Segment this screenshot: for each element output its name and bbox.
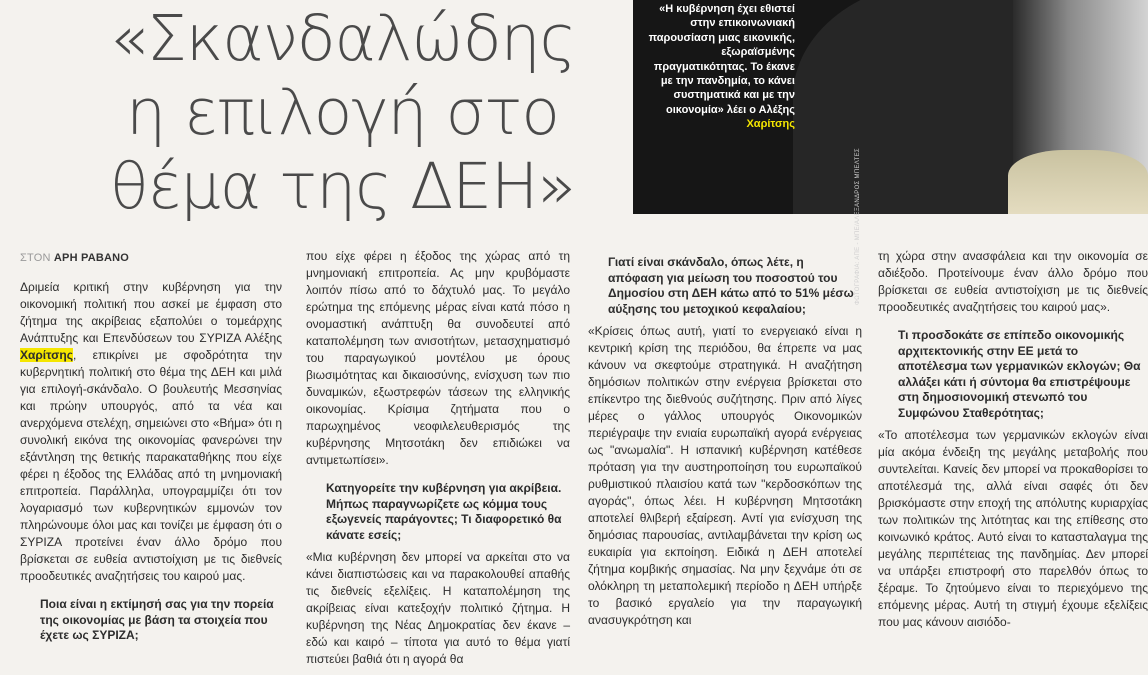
question-1: Ποια είναι η εκτίμησή σας για την πορεία της οικονομίας με βάση τα στοιχεία που έχετε ως ΣΥΡΙΖΑ;	[40, 597, 274, 642]
intro-paragraph	[20, 279, 282, 585]
headline-line-3: θέμα της ΔΕΗ»	[110, 150, 575, 223]
answer-1-text: που είχε φέρει η έξοδος της χώρας από τη μνημονιακή επιτροπεία. Ας μην κρυβόμαστε λοιπόν πίσω από το δάχτυλό μας. Το μεγάλο ερώτημα της επόμενης μέρας είναι κατά πόσο η ονομαστική ανάπτυξη θα συνοδευτεί από καταπολέμηση των ανισοτήτων, μετασχηματισμό του παραγωγικού μοντέλου με όρους βιωσιμότητας και δικαιοσύνης, ενίσχυση των πιο δυναμικών, εξωστρεφών τάσεων της ελληνικής οικονομίας. Κρίσιμα ζητήματα που ο παρωχημένος νεοφιλελευθερισμός της κυβέρνησης Μητσοτάκη δεν επιδιώκει να αντιμετωπίσει».	[306, 249, 570, 467]
column-4	[878, 248, 1148, 631]
photo-credit: ΦΩΤΟΓΡΑΦΙΑ: ΑΠΕ - ΜΠΕ/ΑΛΕΞΑΝΔΡΟΣ ΜΠΕΛΤΕΣ	[855, 148, 861, 305]
headline	[70, 2, 615, 224]
answer-3-text: «Κρίσεις όπως αυτή, γιατί το ενεργειακό είναι η κεντρική κρίση της περιόδου, θα έπρεπε να μας κάνουν να σκεφτούμε στρατηγικά. Η αναζήτηση δημόσιων πολιτικών στην ενέργεια βρίσκεται στο επίκεντρο της διεθνούς συζήτησης. Πριν από λίγες μέρες ο γάλλος υπουργός Οικονομικών περιέγραψε την ενιαία ευρωπαϊκή αγορά ενέργειας ως "ανωμαλία". Η ισπανική κυβέρνηση κατέθεσε πρόταση για την αυστηροποίηση του ευρωπαϊκού ρυθμιστικού πλαισίου κατά των "κερδοσκόπων της αγοράς", όπως λέει. Η κυβέρνηση Μητσοτάκη αποτελεί θλιβερή εξαίρεση. Αντί για ενίσχυση της δημόσιας παρουσίας, αντιλαμβάνεται την κρίση ως ευκαιρία για εκποίηση. Ειδικά η ΔΕΗ αποτελεί ζήτημα κομβικής σημασίας. Να μην ξεχνάμε ότι σε ολόκληρη τη μεταπολεμική περίοδο η ΔΕΗ υπήρξε το βασικό εργαλείο για την παραγωγική ανασυγκρότηση και	[588, 324, 862, 627]
wine-glass-shape	[1008, 150, 1148, 214]
intro-text-a: Δριμεία κριτική στην κυβέρνηση για την οικονομική πολιτική που ασκεί με έμφαση στο ζήτημα της ακρίβειας εξαπολύει ο τομεάρχης Ανάπτυξης και Επενδύσεων του ΣΥΡΙΖΑ Αλέξης	[20, 280, 282, 345]
question-3: Γιατί είναι σκάνδαλο, όπως λέτε, η απόφαση για μείωση του ποσοστού του Δημοσίου στη ΔΕΗ κάτω από το 51% μέσω αύξησης του μετοχικού κεφαλαίου;	[608, 255, 854, 316]
question-2: Κατηγορείτε την κυβέρνηση για ακρίβεια. Μήπως παραγνωρίζετε ως κόμμα τους εξωγενείς παράγοντες; Τι διαφορετικό θα κάνατε εσείς;	[326, 481, 562, 542]
column-1	[20, 250, 282, 650]
answer-3-continued: τη χώρα στην ανασφάλεια και την οικονομία σε αδιέξοδο. Προτείνουμε έναν άλλο δρόμο που βρίσκεται σε ευθεία αντιστοίχιση με τις διεθνείς προοδευτικές αναζητήσεις του καιρού μας».	[878, 249, 1148, 314]
byline-prefix: ΣΤΟΝ	[20, 252, 51, 264]
byline-name: ΑΡΗ ΡΑΒΑΝΟ	[53, 252, 130, 264]
question-4: Τι προσδοκάτε σε επίπεδο οικονομικής αρχιτεκτονικής στην ΕΕ μετά το αποτέλεσμα των γερμανικών εκλογών; Θα αλλάξει κάτι ή σύντομα θα επιστρέψουμε στη δημοσιονομική στενωπό του Συμφώνου Σταθερότητας;	[898, 328, 1141, 420]
headline-line-2: η επιλογή στο	[126, 76, 559, 149]
photo-quote	[645, 2, 795, 132]
byline	[20, 250, 282, 267]
highlighted-name: Χαρίτσης	[20, 348, 73, 362]
article-photo	[633, 0, 1148, 214]
answer-4-text: «Το αποτέλεσμα των γερμανικών εκλογών είναι μία ακόμα ένδειξη της μεγάλης μεταβολής που συντελείται. Κανείς δεν μπορεί να προκαθορίσει το αποτέλεσμά της, αλλά είναι σαφές ότι δεν βρισκόμαστε στην εποχή της απόλυτης κυριαρχίας των πολιτικών της λιτότητας και της επίθεσης στο κοινωνικό κράτος. Αυτό είναι το κατασταλαγμα της μεγάλης περιπέτειας της πανδημίας. Δεν μπορεί να υπάρξει επιστροφή στο παρελθόν όπως το ξέραμε. Το ζητούμενο είναι το περιεχόμενο της επόμενης μέρας. Αυτή τη στιγμή έχουμε εξελίξεις που μας κάνουν αισιόδο-	[878, 428, 1148, 629]
intro-text-b: , επικρίνει με σφοδρότητα την κυβερνητική πολιτική στο θέμα της ΔΕΗ και μιλά για επιλογή-σκάνδαλο. Ο βουλευτής Μεσσηνίας και πρώην υπουργός, από τα νέα και ανερχόμενα στελέχη, σημειώνει στο «Βήμα» ότι η συνολική εικόνα της οικονομίας φανερώνει την εξάντληση της θετικής παρακαταθήκης που είχε φέρει η έξοδος της Ελλάδας από τη μνημονιακή επιτροπεία. Παράλληλα, υπογραμμίζει ότι τον λογαριασμό των κυβερνητικών εμμονών τον πληρώνουμε όλοι μας και τονίζει με έμφαση ότι ο ΣΥΡΙΖΑ προτείνει έναν άλλο δρόμο που βρίσκεται σε ευθεία αντιστοίχιση με τις διεθνείς προοδευτικές αναζητήσεις του καιρού μας.	[20, 348, 282, 583]
headline-line-1: «Σκανδαλώδης	[109, 2, 576, 75]
photo-quote-name: Χαρίτσης	[746, 118, 795, 131]
column-3	[588, 255, 862, 629]
answer-2-text: «Μια κυβέρνηση δεν μπορεί να αρκείται στο να κάνει διαπιστώσεις και να παρακολουθεί απαθής τις διεθνείς εξελίξεις. Η καταπολέμηση της ακρίβειας είναι κατεξοχήν πολιτικό ζήτημα. Η κυβέρνηση της Νέας Δημοκρατίας δεν έκανε – εδώ και καιρό – τίποτα για αυτό το θέμα γιατί πιστεύει βαθιά ότι η αγορά θα	[306, 550, 570, 666]
photo-quote-text: «Η κυβέρνηση έχει εθιστεί στην επικοινωνιακή παρουσίαση μιας εικονικής, εξωραϊσμένης πραγματικότητας. Το έκανε με την πανδημία, το κάνει συστηματικά και με την οικονομία» λέει ο Αλέξης	[648, 3, 795, 116]
column-2	[306, 248, 570, 668]
